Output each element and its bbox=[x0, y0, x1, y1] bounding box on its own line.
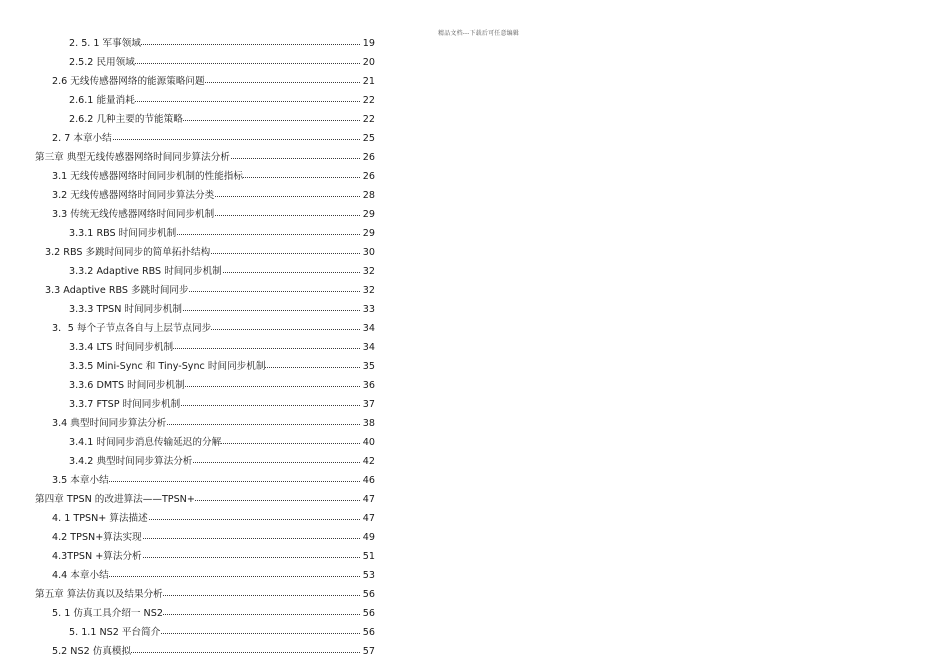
toc-entry-page-number: 22 bbox=[362, 114, 375, 125]
toc-entry[interactable] bbox=[0, 509, 950, 528]
toc-entry-title: 3.3 传统无线传感器网络时间同步机制 bbox=[52, 205, 214, 224]
toc-entry-title: 3.3 Adaptive RBS 多跳时间同步 bbox=[45, 281, 189, 300]
toc-entry-page-number: 20 bbox=[362, 57, 375, 68]
toc-entry[interactable] bbox=[0, 433, 950, 452]
toc-entry-title: 2.5.2 民用领域 bbox=[69, 53, 135, 72]
toc-entry[interactable] bbox=[0, 376, 950, 395]
toc-entry[interactable] bbox=[0, 528, 950, 547]
toc-entry-page-number: 21 bbox=[362, 76, 375, 87]
toc-entry-title: 2.6.1 能量消耗 bbox=[69, 91, 135, 110]
toc-entry-page-number: 47 bbox=[362, 513, 375, 524]
toc-entry[interactable] bbox=[0, 53, 950, 72]
toc-entry-page-number: 56 bbox=[362, 608, 375, 619]
toc-entry[interactable] bbox=[0, 566, 950, 585]
toc-entry-title: 3.3.1 RBS 时间同步机制 bbox=[69, 224, 176, 243]
toc-entry[interactable] bbox=[0, 414, 950, 433]
toc-entry-page-number: 57 bbox=[362, 646, 375, 657]
toc-entry-title: 3.5 本章小结 bbox=[52, 471, 109, 490]
toc-entry[interactable] bbox=[0, 281, 950, 300]
toc-entry[interactable] bbox=[0, 395, 950, 414]
toc-entry-title: 2.6.2 几种主要的节能策略 bbox=[69, 110, 183, 129]
toc-entry-page-number: 53 bbox=[362, 570, 375, 581]
toc-entry[interactable] bbox=[0, 148, 950, 167]
toc-entry-page-number: 42 bbox=[362, 456, 375, 467]
toc-entry-title: 4.3TPSN +算法分析 bbox=[52, 547, 142, 566]
toc-entry-title: 3．5 每个子节点各自与上层节点同步 bbox=[52, 319, 211, 338]
toc-entry-page-number: 51 bbox=[362, 551, 375, 562]
toc-entry[interactable] bbox=[0, 34, 950, 53]
toc-entry-page-number: 56 bbox=[362, 589, 375, 600]
toc-entry-title: 3.1 无线传感器网络时间同步机制的性能指标 bbox=[52, 167, 243, 186]
toc-entry-title: 4.4 本章小结 bbox=[52, 566, 109, 585]
toc-entry-page-number: 37 bbox=[362, 399, 375, 410]
toc-entry-page-number: 38 bbox=[362, 418, 375, 429]
toc-entry-title: 3.4.2 典型时间同步算法分析 bbox=[69, 452, 192, 471]
toc-entry[interactable] bbox=[0, 604, 950, 623]
toc-entry-title: 3.3.2 Adaptive RBS 时间同步机制 bbox=[69, 262, 222, 281]
toc-entry[interactable] bbox=[0, 319, 950, 338]
toc-entry[interactable] bbox=[0, 110, 950, 129]
toc-entry[interactable] bbox=[0, 471, 950, 490]
toc-entry-page-number: 33 bbox=[362, 304, 375, 315]
toc-entry[interactable] bbox=[0, 91, 950, 110]
toc-entry[interactable] bbox=[0, 338, 950, 357]
toc-entry-page-number: 28 bbox=[362, 190, 375, 201]
toc-entry-page-number: 29 bbox=[362, 228, 375, 239]
toc-entry[interactable] bbox=[0, 129, 950, 148]
toc-entry[interactable] bbox=[0, 205, 950, 224]
toc-entry-title: 第四章 TPSN 的改进算法——TPSN+ bbox=[35, 490, 195, 509]
toc-entry[interactable] bbox=[0, 224, 950, 243]
toc-entry-page-number: 22 bbox=[362, 95, 375, 106]
toc-entry[interactable] bbox=[0, 300, 950, 319]
toc-entry-title: 5.2 NS2 仿真模拟 bbox=[52, 642, 131, 661]
toc-entry-page-number: 26 bbox=[362, 152, 375, 163]
toc-entry-title: 3.3.7 FTSP 时间同步机制 bbox=[69, 395, 180, 414]
table-of-contents bbox=[0, 34, 950, 661]
page-header-watermark: 精品文档---下载后可任意编辑 bbox=[438, 30, 520, 37]
toc-entry[interactable] bbox=[0, 186, 950, 205]
toc-entry-page-number: 26 bbox=[362, 171, 375, 182]
toc-entry-title: 3.3.3 TPSN 时间同步机制 bbox=[69, 300, 182, 319]
toc-entry-page-number: 30 bbox=[362, 247, 375, 258]
toc-entry-title: 3.2 RBS 多跳时间同步的简单拓扑结构 bbox=[45, 243, 210, 262]
toc-entry-title: 2. 5. 1 军事领域 bbox=[69, 34, 141, 53]
toc-entry-page-number: 36 bbox=[362, 380, 375, 391]
toc-entry-page-number: 56 bbox=[362, 627, 375, 638]
toc-entry-title: 5. 1 仿真工具介绍一 NS2 bbox=[52, 604, 163, 623]
toc-entry[interactable] bbox=[0, 243, 950, 262]
toc-entry-page-number: 32 bbox=[362, 285, 375, 296]
toc-entry-title: 3.2 无线传感器网络时间同步算法分类 bbox=[52, 186, 214, 205]
toc-entry-page-number: 19 bbox=[362, 38, 375, 49]
toc-entry[interactable] bbox=[0, 642, 950, 661]
toc-entry-title: 4. 1 TPSN+ 算法描述 bbox=[52, 509, 148, 528]
toc-entry-title: 3.4 典型时间同步算法分析 bbox=[52, 414, 166, 433]
toc-entry-title: 2. 7 本章小结 bbox=[52, 129, 112, 148]
toc-entry-page-number: 29 bbox=[362, 209, 375, 220]
toc-entry-page-number: 25 bbox=[362, 133, 375, 144]
toc-entry-page-number: 34 bbox=[362, 342, 375, 353]
toc-entry-title: 2.6 无线传感器网络的能源策略问题 bbox=[52, 72, 205, 91]
toc-entry-title: 4.2 TPSN+算法实现 bbox=[52, 528, 142, 547]
toc-entry-title: 3.4.1 时间同步消息传输延迟的分解 bbox=[69, 433, 221, 452]
toc-entry[interactable] bbox=[0, 262, 950, 281]
toc-entry[interactable] bbox=[0, 490, 950, 509]
toc-entry-page-number: 32 bbox=[362, 266, 375, 277]
toc-entry-page-number: 34 bbox=[362, 323, 375, 334]
toc-entry-title: 3.3.4 LTS 时间同步机制 bbox=[69, 338, 173, 357]
toc-entry[interactable] bbox=[0, 72, 950, 91]
toc-entry-page-number: 35 bbox=[362, 361, 375, 372]
toc-entry[interactable] bbox=[0, 585, 950, 604]
toc-entry[interactable] bbox=[0, 167, 950, 186]
toc-entry[interactable] bbox=[0, 623, 950, 642]
toc-entry-page-number: 40 bbox=[362, 437, 375, 448]
toc-entry-title: 3.3.5 Mini-Sync 和 Tiny-Sync 时间同步机制 bbox=[69, 357, 265, 376]
toc-entry[interactable] bbox=[0, 547, 950, 566]
toc-entry-title: 第三章 典型无线传感器网络时间同步算法分析 bbox=[35, 148, 230, 167]
toc-entry-title: 3.3.6 DMTS 时间同步机制 bbox=[69, 376, 185, 395]
toc-entry[interactable] bbox=[0, 452, 950, 471]
toc-entry-title: 5. 1.1 NS2 平台简介 bbox=[69, 623, 160, 642]
toc-entry-page-number: 47 bbox=[362, 494, 375, 505]
toc-entry-page-number: 49 bbox=[362, 532, 375, 543]
toc-entry-page-number: 46 bbox=[362, 475, 375, 486]
toc-entry-title: 第五章 算法仿真以及结果分析 bbox=[35, 585, 163, 604]
toc-entry[interactable] bbox=[0, 357, 950, 376]
